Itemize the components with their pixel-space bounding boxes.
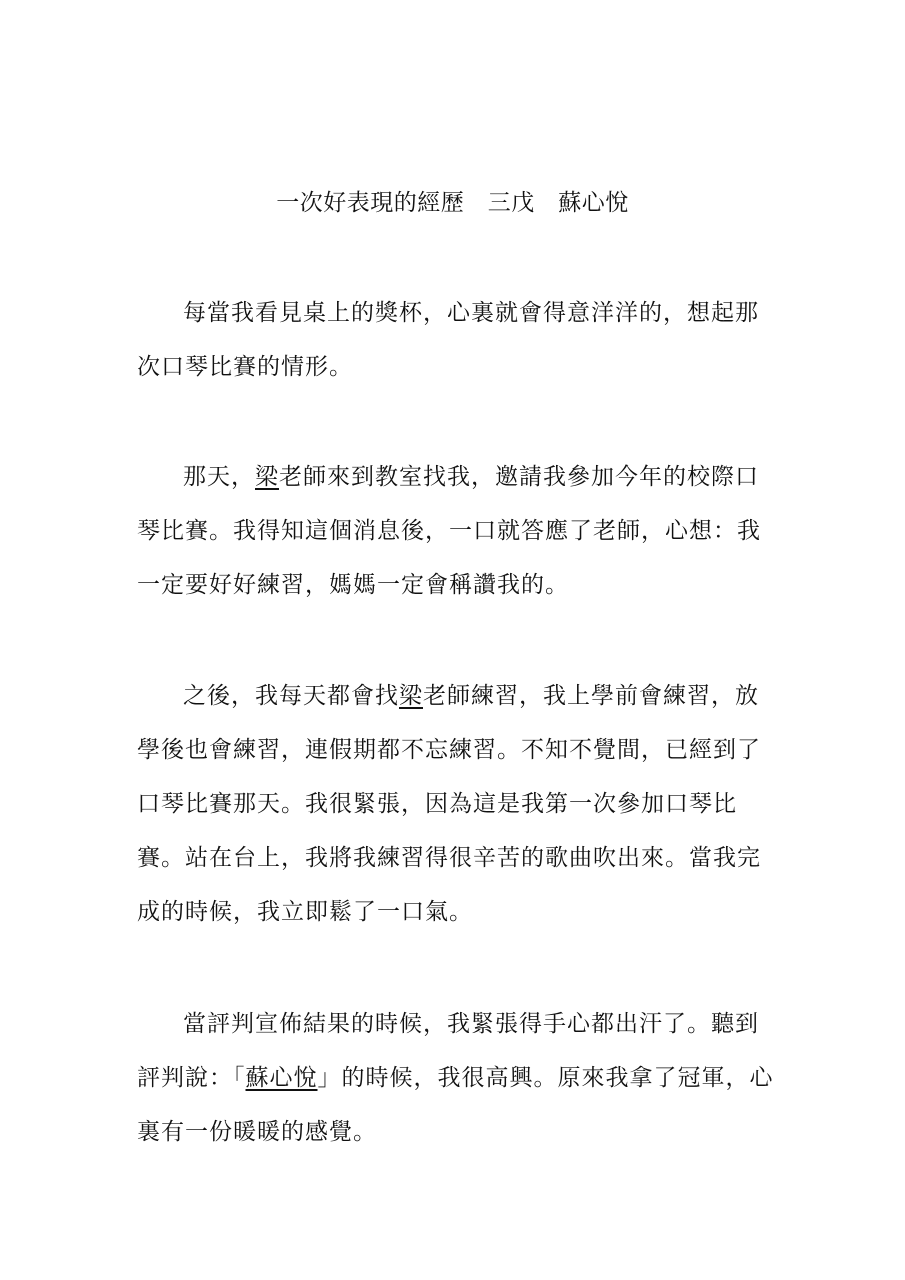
proper-name-underlined: 蘇心悅	[245, 1065, 318, 1091]
paragraph-3	[137, 669, 777, 939]
paragraph-text: 之後，我每天都會找	[183, 683, 399, 709]
proper-name-underlined: 梁	[255, 464, 279, 490]
paragraph-1	[137, 286, 777, 394]
paragraph-2	[137, 450, 777, 612]
paragraph-text: 老師練習，我上學前會練習，放學後也會練習，連假期都不忘練習。不知不覺間，已經到了口琴比賽那天。我很緊張，因為這是我第一次參加口琴比賽。站在台上，我將我練習得很辛苦的歌曲吹出來。當我完成的時候，我立即鬆了一口氣。	[137, 683, 761, 925]
paragraph-text: 當評判宣佈結果的時候，我緊張得手心都出汗了。聽到評判說：「	[137, 1011, 759, 1091]
paragraph-text: 那天，	[183, 464, 255, 490]
paragraph-4	[137, 997, 777, 1159]
paragraph-text: 每當我看見桌上的獎杯，心裏就會得意洋洋的，想起那次口琴比賽的情形。	[137, 300, 759, 380]
paragraph-text: 老師來到教室找我，邀請我參加今年的校際口琴比賽。我得知這個消息後，一口就答應了老師，心想：我一定要好好練習，媽媽一定會稱讚我的。	[137, 464, 761, 598]
proper-name-underlined: 梁	[399, 683, 423, 709]
paragraph-text: 」的時候，我很高興。原來我拿了冠軍，心裏有一份暖暖的感覺。	[137, 1065, 774, 1145]
essay-title: 一次好表現的經歷 三戊 蘇心悅	[276, 190, 629, 216]
